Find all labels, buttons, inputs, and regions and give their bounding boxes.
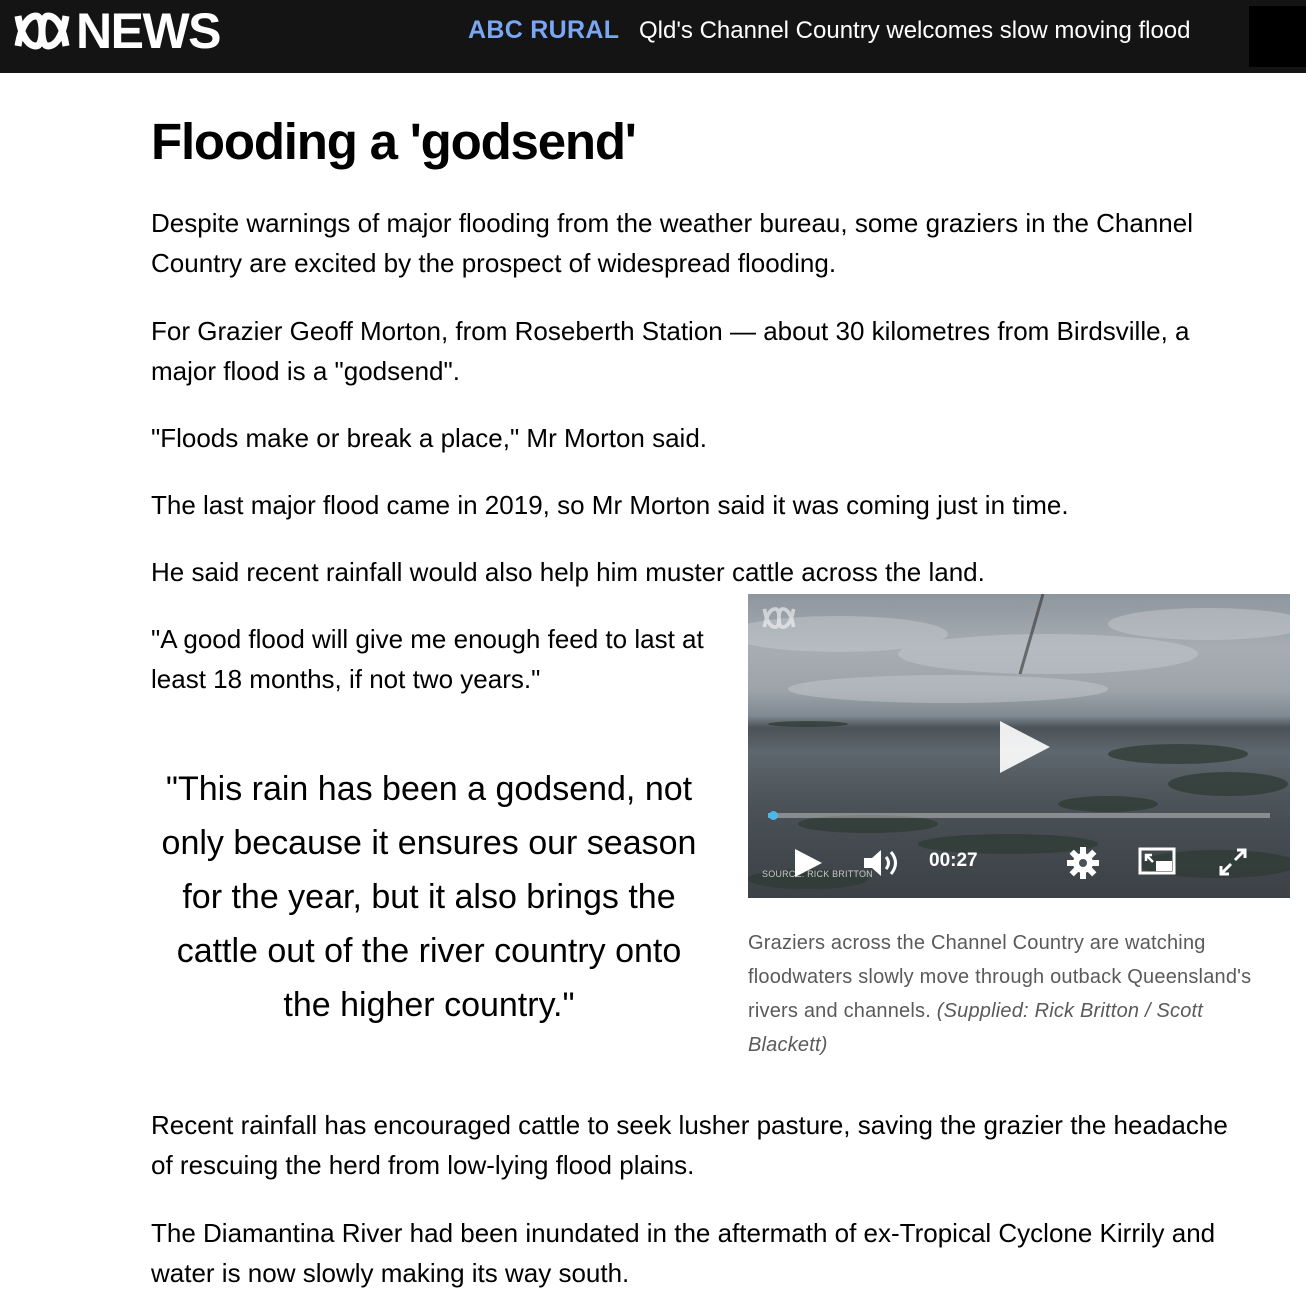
pull-quote: "This rain has been a godsend, not only because it ensures our season for the year, but it also brings the cattle out of the river country onto the higher country." — [161, 770, 697, 1024]
settings-icon[interactable] — [1066, 846, 1100, 880]
paragraph: The Diamantina River had been inundated in the aftermath of ex-Tropical Cyclone Kirrily and water is now slowly making its way south. — [151, 1218, 1216, 1288]
section-link-abc-rural[interactable]: ABC RURAL — [468, 16, 620, 44]
progress-scrubber[interactable] — [769, 811, 778, 820]
video-time: 00:27 — [929, 850, 978, 871]
fullscreen-icon[interactable] — [1218, 847, 1248, 877]
section-heading: Flooding a 'godsend' — [151, 113, 636, 170]
paragraph: "A good flood will give me enough feed to last at least 18 months, if not two years." — [151, 624, 704, 694]
paragraph: For Grazier Geoff Morton, from Roseberth Station — about 30 kilometres from Birdsville, a major flood is a "godsend". — [151, 316, 1190, 386]
abc-news-logo[interactable] — [14, 3, 220, 59]
paragraph: "Floods make or break a place," Mr Morton said. — [151, 423, 708, 453]
caption-text: Graziers across the Channel Country are watching floodwaters slowly move through outback Queensland's rivers and channels. — [748, 932, 1252, 1022]
paragraph: He said recent rainfall would also help him muster cattle across the land. — [151, 557, 985, 587]
top-headline: Qld's Channel Country welcomes slow moving flood — [639, 17, 1191, 44]
paragraph: Recent rainfall has encouraged cattle to seek lusher pasture, saving the grazier the headache of rescuing the herd from low-lying flood plains. — [151, 1110, 1228, 1180]
logo-text: NEWS — [76, 3, 220, 59]
abc-logo-icon — [14, 12, 70, 50]
progress-track[interactable] — [768, 813, 1270, 818]
play-icon[interactable] — [996, 719, 1052, 775]
paragraph: Despite warnings of major flooding from the weather bureau, some graziers in the Channel Country are excited by the prospect of widespread flooding. — [151, 208, 1193, 278]
header-black-block — [1249, 6, 1306, 67]
top-navigation-bar — [0, 0, 1306, 73]
paragraph: The last major flood came in 2019, so Mr Morton said it was coming just in time. — [151, 490, 1069, 520]
video-caption — [748, 926, 1288, 1062]
video-source-note: SOURCE: RICK BRITTON — [762, 869, 873, 879]
video-player[interactable] — [748, 594, 1290, 898]
picture-in-picture-icon[interactable] — [1138, 847, 1176, 877]
caption-credit: (Supplied: Rick Britton / Scott Blackett) — [748, 1000, 1204, 1056]
abc-watermark-icon — [762, 606, 796, 630]
